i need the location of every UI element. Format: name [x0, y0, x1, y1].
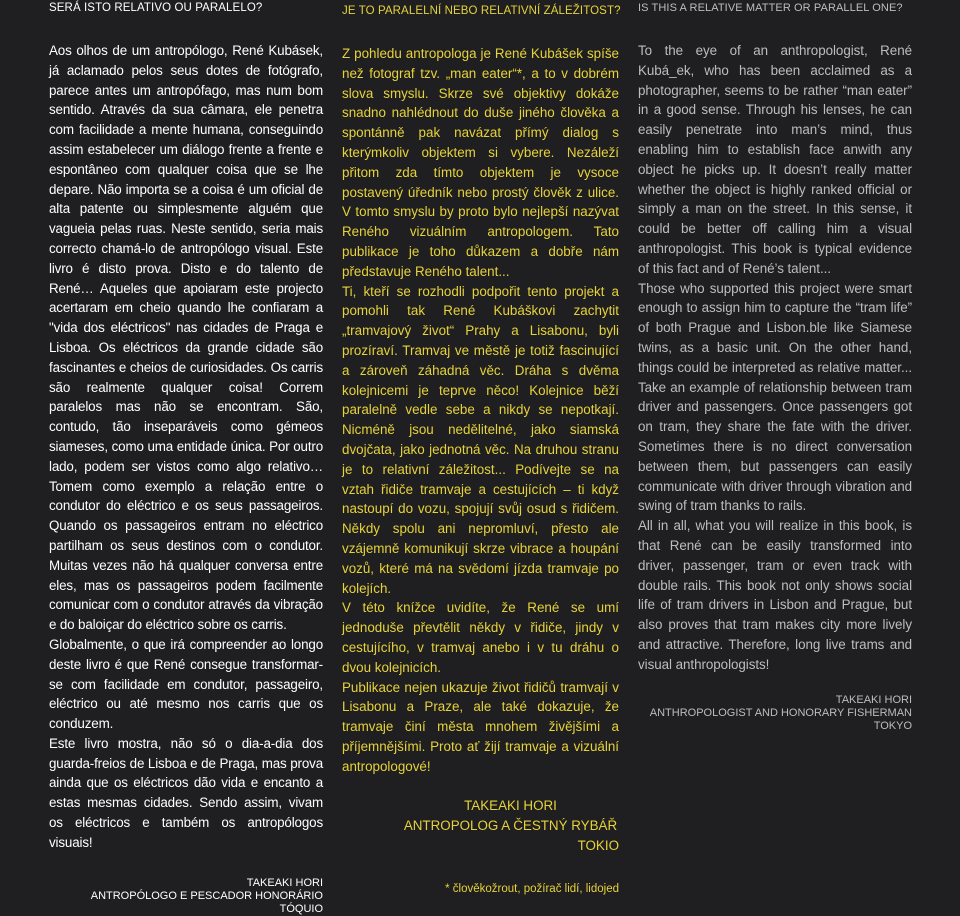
- english-signature: [638, 694, 912, 733]
- czech-column: [342, 0, 619, 896]
- signature-title: ANTROPÓLOGO E PESCADOR HONORÁRIO: [90, 889, 323, 902]
- czech-paragraph-1: Z pohledu antropologa je René Kubášek spíše než fotograf tzv. „man eater“*, a to v dobrém slova smyslu. Skrze své objektivy dokáže snadno nahlédnout do duše jiného člověka a spontánně pak navázat přímý dialog s kterýmkoliv objektem si vybere. Nezáleží přitom zda tímto objektem je vysoce postavený úředník nebo prostý člověk z ulice. V tomto smyslu by proto bylo nejlepší nazývat Reného vizuálním antropologem. Tato publikace je toho důkazem a dobře nám představuje Reného talent...: [342, 46, 619, 279]
- czech-heading: JE TO PARALELNÍ NEBO RELATIVNÍ ZÁLEŽITOST?: [342, 5, 621, 17]
- signature-city: TOKYO: [873, 719, 912, 732]
- english-paragraph-2: Those who supported this project were smart enough to assign him to capture the “tram life” of both Prague and Lisbon.ble like Siamese twins, as a basic unit. On the other hand, things could be interpreted as relative matter... Take an example of relationship between tram driver and passengers. Once passengers got on tram, they share the fate with the driver. Sometimes there is no direct conversation between them, but passengers can easily communicate with driver through vibration and swing of tram thanks to rails.: [638, 280, 912, 514]
- english-heading: IS THIS A RELATIVE MATTER OR PARALLEL ONE?: [638, 2, 903, 14]
- signature-city: TOKIO: [577, 838, 619, 854]
- english-paragraph-1: To the eye of an anthropologist, René Kubá_ek, who has been acclaimed as a photographer, seems to be rather “man eater” in a good sense. Through his lenses, he can easily penetrate into man’s mind, thus enabling him to establish face anwith any object he picks up. It doesn’t really matter whether the object is highly ranked official or simply a man on the street. In this sense, it could be better off calling him a visual anthropologist. This book is typical evidence of this fact and of René’s talent...: [638, 43, 912, 276]
- english-column: [638, 0, 912, 733]
- portuguese-heading: SERÁ ISTO RELATIVO OU PARALELO?: [49, 2, 263, 14]
- czech-footnote: * člověkožrout, požírač lidí, lidojed: [445, 883, 619, 896]
- portuguese-paragraph-2: Globalmente, o que irá compreender ao longo deste livro é que René consegue transformar-se com facilidade em condutor, passageiro, eléctrico ou até mesmo nos carris que os conduzem.: [49, 636, 323, 732]
- portuguese-paragraph-1: Aos olhos de um antropólogo, René Kubásek, já aclamado pelos seus dotes de fotógrafo, parece antes um antropófago, mas num bom sentido. Através da sua câmara, ele penetra com facilidade a mente humana, conseguindo assim estabelecer um diálogo frente a frente e espontâneo com qualquer coisa que se lhe depare. Não importa se a coisa é um oficial de alta patente ou simplesmente alguém que vagueia pelas ruas. Neste sentido, seria mais correcto chamá-lo de antropólogo visual. Este livro é disto prova. Disto e do talento de René… Aqueles que apoiaram este projecto acertaram em cheio quando lhe confiaram a "vida dos eléctricos" nas cidades de Praga e Lisboa. Os eléctricos da grande cidade são fascinantes e cheios de curiosidades. Os carris são realmente qualquer coisa! Correm paralelos mas não se encontram. São, contudo, tão inseparáveis como gémeos siameses, como uma entidade única. Por outro lado, podem ser vistos como algo relativo… Tomem como exemplo a relação entre o condutor do eléctrico e os seus passageiros. Quando os passageiros entram no eléctrico partilham os seus destinos com o condutor. Muitas vezes não há qualquer conversa entre eles, mas os passageiros podem facilmente comunicar com o condutor através da vibração e do baloiçar do eléctrico sobre os carris.: [49, 43, 323, 633]
- czech-paragraph-4: Publikace nejen ukazuje život řidičů tramvají v Lisabonu a Praze, ale také dokazuje, že tramvaje činí města mnohem živějšími a příjemnějšími. Proto ať žijí tramvaje a vizuální antropologové!: [342, 679, 619, 774]
- portuguese-paragraph-3: Este livro mostra, não só o dia-a-dia dos guarda-freios de Lisboa e de Praga, mas prova ainda que os eléctricos dão vida e encanto a estas mesmas cidades. Sendo assim, vivam os eléctricos e também os antropólogos visuais!: [49, 735, 323, 850]
- signature-name: TAKEAKI HORI: [835, 693, 912, 706]
- english-paragraph-3: All in all, what you will realize in this book, is that René can be easily transformed into driver, passenger, tram or even track with double rails. This book not only shows social life of tram drivers in Lisbon and Prague, but also proves that tram makes city more lively and attractive. Therefore, long live trams and visual anthropologists!: [638, 518, 912, 672]
- signature-city: TÓQUIO: [279, 902, 323, 915]
- czech-paragraph-3: V této knížce uvidíte, že René se umí jednoduše převtělit někdy v řidiče, jindy v cestujícího, v tramvaj anebo i v tu dráhu o dvou kolejnicích.: [342, 600, 619, 675]
- czech-paragraph-2: Ti, kteří se rozhodli podpořit tento projekt a pomohli tak René Kubáškovi zachytit „tramvajový život“ Prahy a Lisabonu, byli prozíraví. Tramvaj ve městě je totiž fascinující a zároveň záhadná věc. Dráha s dvěma kolejnicemi je teprve něco! Kolejnice běží paralelně vedle sebe a nikdy se nepotkají. Nicméně jsou nedělitelné, jako siamská dvojčata, jako jednotná věc. Na druhou stranu je to relativní záležitost... Podívejte se na vztah řidiče tramvaje a cestujících – ti když nastoupí do vozu, spojují svůj osud s řidičem. Někdy spolu ani nepromluví, přesto ale vzájemně komunikují skrze vibrace a houpání vozů, které má na svědomí jízda tramvaje po kolejích.: [342, 283, 619, 596]
- czech-signature: [342, 796, 619, 856]
- portuguese-signature: [49, 877, 323, 916]
- signature-title: ANTHROPOLOGIST AND HONORARY FISHERMAN: [649, 706, 912, 719]
- portuguese-column: [49, 0, 323, 916]
- signature-title: ANTROPOLOG A ČESTNÝ RYBÁŘ: [403, 818, 618, 834]
- signature-name: TAKEAKI HORI: [464, 798, 557, 814]
- signature-name: TAKEAKI HORI: [246, 876, 323, 889]
